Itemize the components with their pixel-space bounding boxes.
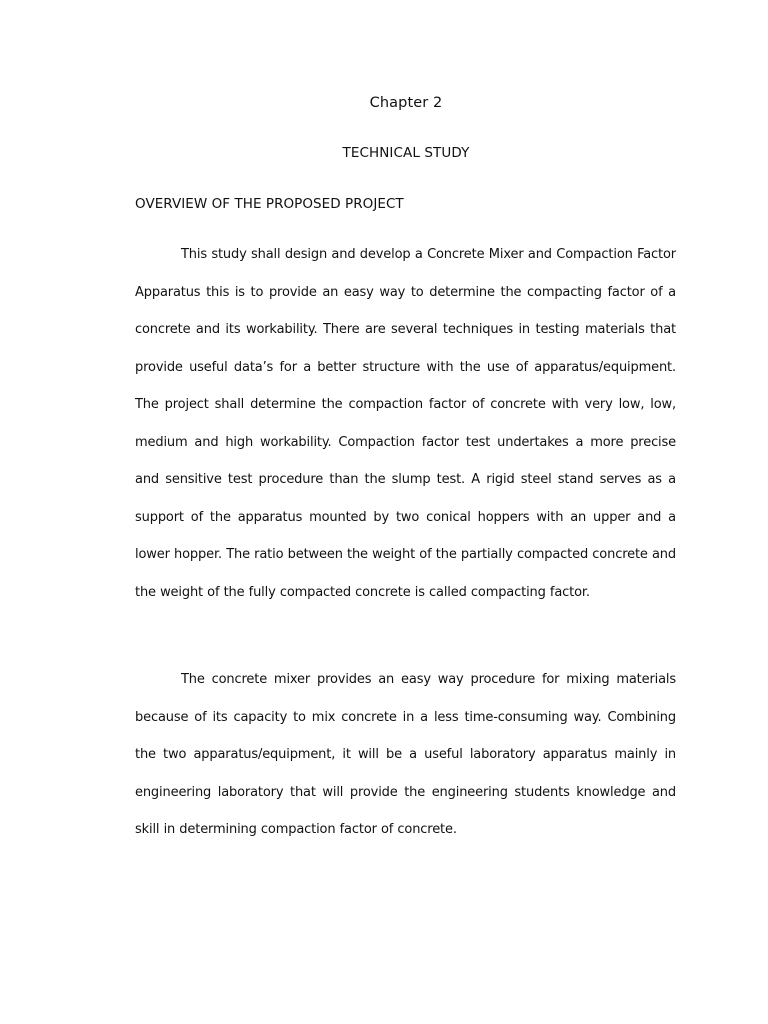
page-title: TECHNICAL STUDY [342,145,470,161]
section-heading: OVERVIEW OF THE PROPOSED PROJECT [135,196,404,212]
body-paragraph-1: This study shall design and develop a Concrete Mixer and Compaction Factor Apparatus this is to provide an easy way to determine the compacting factor of a concrete and its workability. There are several techniques in testing materials that provide useful data’s for a better structure with the use of apparatus/equipment. The project shall determine the compaction factor of concrete with very low, low, medium and high workability. Compaction factor test undertakes a more precise and sensitive test procedure than the slump test. A rigid steel stand serves as a support of the apparatus mounted by two conical hoppers with an upper and a lower hopper. The ratio between the weight of the partially compacted concrete and the weight of the fully compacted concrete is called compacting factor. [135,247,676,600]
body-paragraph-2: The concrete mixer provides an easy way procedure for mixing materials because of its capacity to mix concrete in a less time-consuming way. Combining the two apparatus/equipment, it will be a useful laboratory apparatus mainly in engineering laboratory that will provide the engineering students knowledge and skill in determining compaction factor of concrete. [135,672,676,837]
chapter-label: Chapter 2 [369,95,443,111]
